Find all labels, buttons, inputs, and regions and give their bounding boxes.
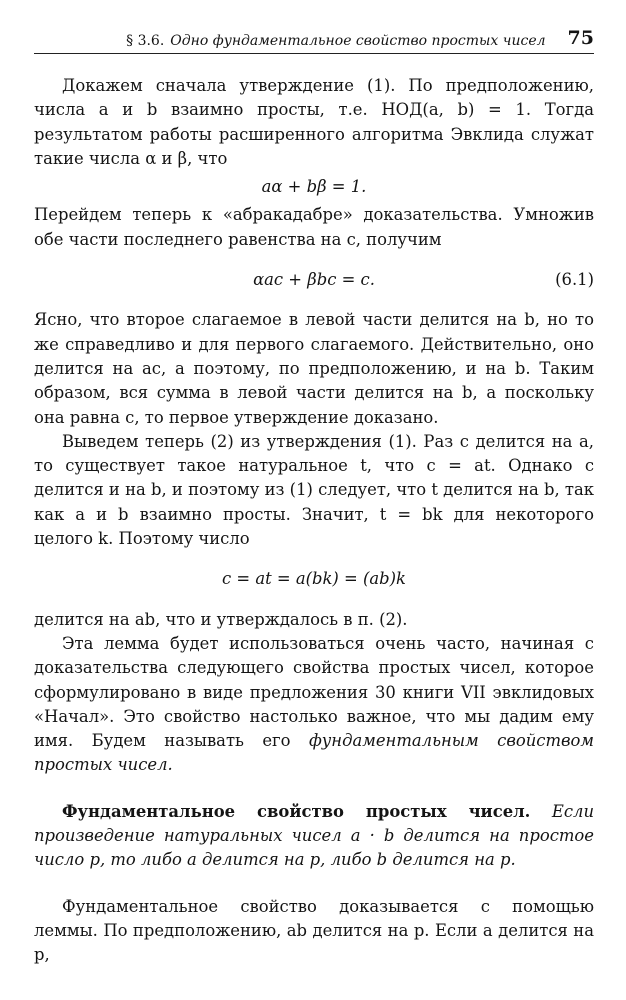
formula-3: c = at = a(bk) = (ab)k — [222, 569, 406, 589]
section-title: Одно фундаментальное свойство простых чисел — [170, 33, 546, 49]
running-header — [34, 22, 594, 54]
paragraph-5: делится на ab, что и утверждалось в п. (2). — [34, 609, 408, 629]
paragraph-7: Фундаментальное свойство доказывается с помощью леммы. По предположению, ab делится на p. Если a делится на p, — [34, 896, 594, 965]
book-page — [34, 22, 594, 968]
theorem-statement — [34, 800, 594, 873]
formula-6-1: αac + βbc = c. (6.1) — [34, 268, 594, 292]
section-number: § 3.6. — [126, 33, 165, 49]
paragraph-4: Выведем теперь (2) из утверждения (1). Раз c делится на a, то существует такое натуральное t, что c = at. Однако c делится и на b, и поэтому из (1) следует, что t делится на b, так как a и b взаимно просты. Значит, t = bk для некоторого целого k. Поэтому число — [34, 431, 594, 549]
theorem-title: Фундаментальное свойство простых чисел. — [62, 801, 531, 821]
paragraph-2: Перейдем теперь к «абракадабре» доказательства. Умножив обе части последнего равенства на c, получим — [34, 205, 594, 249]
page-number: 75 — [567, 27, 594, 49]
paragraph-3: Ясно, что второе слагаемое в левой части делится на b, но то же справедливо и для первого слагаемого. Действительно, оно делится на ac, а поэтому, по предположению, и на b. Таким образом, вся сумма в левой части делится на b, а поскольку она равна c, то первое утверждение доказано. — [34, 310, 594, 427]
paragraph-6: Эта лемма будет использоваться очень часто, начиная с доказательства следующего свойства простых чисел, которое сформулировано в виде предложения 30 книги VII эвклидовых «Начал». Это свойство настолько важное, что мы дадим ему имя. Будем называть его фундаментальным свойством простых чисел. — [34, 633, 594, 775]
equation-number: (6.1) — [555, 270, 594, 290]
emphasis-term: фундаментальным свойством простых чисел. — [34, 731, 594, 775]
theorem-text: Если произведение натуральных чисел a · b делится на простое число p, то либо a делится на p, либо b делится на p. — [34, 801, 594, 870]
paragraph-1: Докажем сначала утверждение (1). По предположению, числа a и b взаимно просты, т.е. НОД(a, b) = 1. Тогда результатом работы расширенного алгоритма Эвклида служат такие числа α и β, что — [34, 76, 594, 168]
formula-1: aα + bβ = 1. — [261, 177, 367, 197]
page-body — [34, 74, 594, 968]
